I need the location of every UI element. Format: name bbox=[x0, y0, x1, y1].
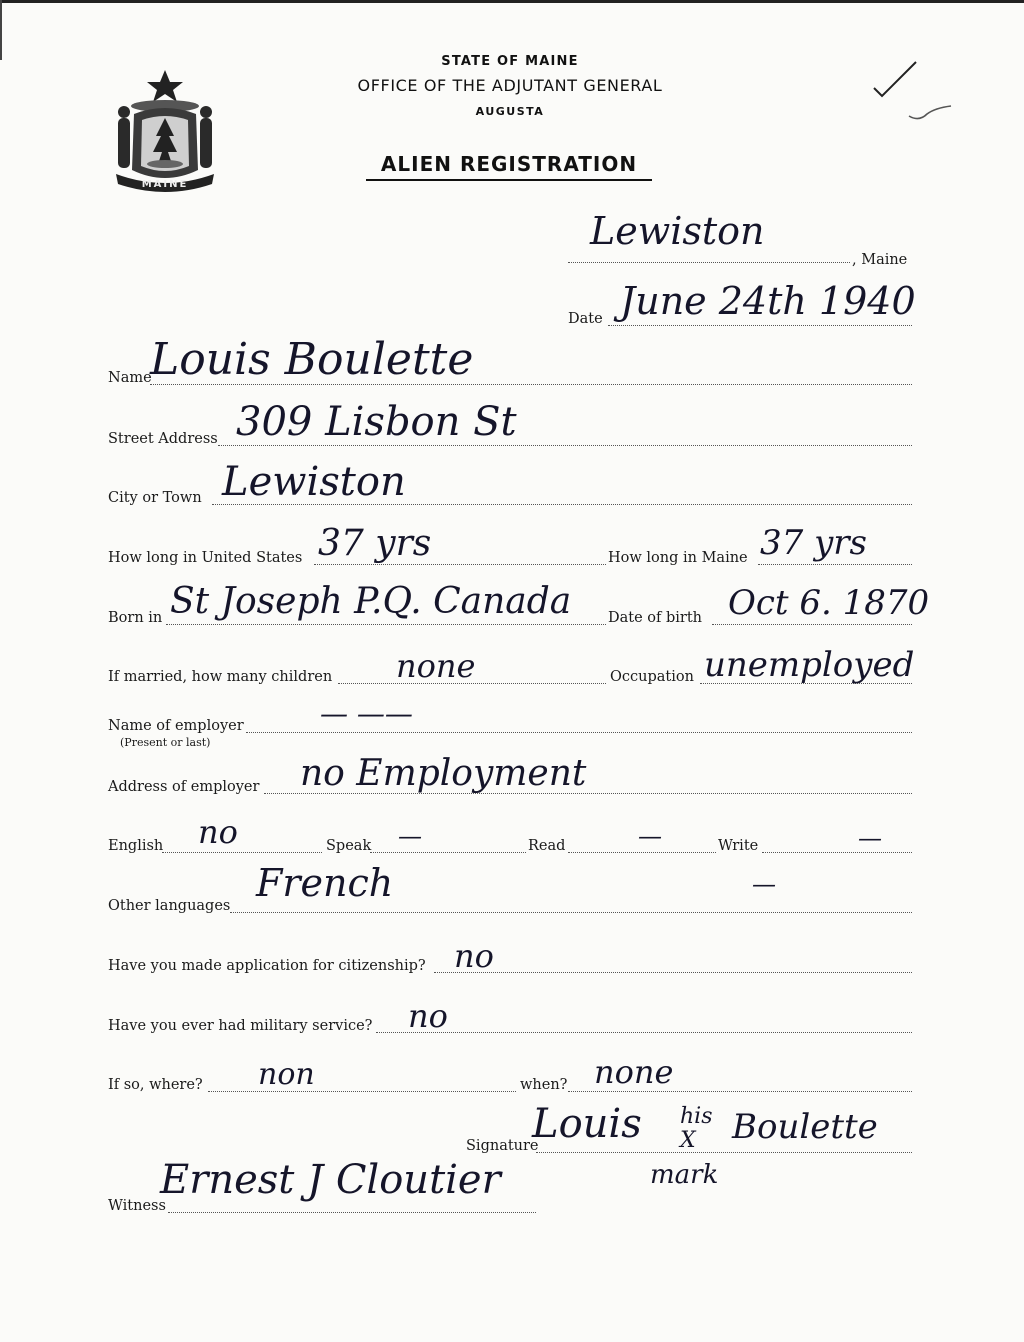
seal-text: MAINE bbox=[141, 179, 189, 190]
military-label: Have you ever had military service? bbox=[108, 1018, 373, 1034]
military-value: no bbox=[408, 997, 448, 1035]
pencil-mark-icon bbox=[905, 98, 955, 128]
other-languages-label: Other languages bbox=[108, 898, 231, 914]
speak-label: Speak bbox=[326, 838, 372, 854]
if-so-where-label: If so, where? bbox=[108, 1077, 203, 1093]
born-in-line bbox=[166, 624, 606, 625]
header-state: STATE OF MAINE bbox=[441, 54, 579, 69]
city-value: Lewiston bbox=[222, 459, 406, 505]
english-value: no bbox=[198, 813, 238, 851]
employer-address-label: Address of employer bbox=[108, 779, 260, 795]
town-value: Lewiston bbox=[590, 209, 765, 253]
state-seal-icon bbox=[112, 66, 218, 196]
header-city: AUGUSTA bbox=[475, 105, 545, 118]
employer-name-sublabel: (Present or last) bbox=[120, 736, 211, 749]
children-value: none bbox=[396, 647, 476, 685]
city-label: City or Town bbox=[108, 490, 202, 506]
read-label: Read bbox=[528, 838, 566, 854]
employer-address-value: no Employment bbox=[300, 753, 587, 794]
how-long-maine-line bbox=[758, 564, 912, 565]
signature-his: his bbox=[680, 1104, 713, 1129]
date-label: Date bbox=[568, 311, 603, 327]
name-value: Louis Boulette bbox=[150, 334, 474, 385]
how-long-us-line bbox=[314, 564, 606, 565]
employer-name-value: — —— bbox=[320, 697, 413, 730]
born-in-value: St Joseph P.Q. Canada bbox=[170, 581, 572, 622]
employer-name-label: Name of employer bbox=[108, 718, 244, 734]
occupation-value: unemployed bbox=[704, 645, 915, 685]
header-office: OFFICE OF THE ADJUTANT GENERAL bbox=[357, 76, 663, 95]
employer-name-line bbox=[246, 732, 912, 733]
when-label: when? bbox=[520, 1077, 568, 1093]
military-line bbox=[376, 1032, 912, 1033]
how-long-us-label: How long in United States bbox=[108, 550, 303, 566]
speak-value: — bbox=[398, 822, 422, 850]
occupation-label: Occupation bbox=[610, 669, 694, 685]
write-label: Write bbox=[718, 838, 759, 854]
other-languages-value: French bbox=[256, 861, 394, 905]
signature-label: Signature bbox=[466, 1138, 539, 1154]
citizenship-value: no bbox=[454, 937, 494, 975]
other-languages-line bbox=[230, 912, 912, 913]
date-line bbox=[608, 325, 912, 326]
write-value: — bbox=[858, 824, 882, 852]
date-value: June 24th 1940 bbox=[620, 279, 916, 323]
children-label: If married, how many children bbox=[108, 669, 333, 685]
other-languages-extra: — bbox=[752, 870, 776, 898]
name-label: Name bbox=[108, 370, 152, 386]
how-long-maine-value: 37 yrs bbox=[760, 523, 867, 563]
citizenship-line bbox=[434, 972, 912, 973]
scan-edge-top bbox=[0, 0, 1024, 3]
date-of-birth-value: Oct 6. 1870 bbox=[728, 583, 930, 623]
if-so-where-line bbox=[208, 1091, 516, 1092]
date-of-birth-line bbox=[712, 624, 912, 625]
witness-label: Witness bbox=[108, 1198, 166, 1214]
when-value: none bbox=[594, 1053, 674, 1091]
town-suffix-label: , Maine bbox=[852, 252, 908, 268]
street-value: 309 Lisbon St bbox=[236, 399, 517, 445]
street-line bbox=[218, 445, 912, 446]
town-line bbox=[568, 262, 850, 263]
english-line bbox=[162, 852, 322, 853]
how-long-us-value: 37 yrs bbox=[318, 523, 432, 564]
signature-first: Louis bbox=[532, 1101, 642, 1147]
form-title: ALIEN REGISTRATION bbox=[366, 152, 652, 181]
signature-x: X bbox=[680, 1128, 696, 1153]
if-so-where-value: non bbox=[258, 1057, 315, 1092]
born-in-label: Born in bbox=[108, 610, 163, 626]
street-label: Street Address bbox=[108, 431, 218, 447]
signature-last: Boulette bbox=[732, 1107, 878, 1147]
write-line bbox=[762, 852, 912, 853]
signature-line bbox=[536, 1152, 912, 1153]
witness-value: Ernest J Cloutier bbox=[160, 1157, 501, 1203]
witness-line bbox=[168, 1212, 536, 1213]
scan-edge-left bbox=[0, 0, 2, 60]
when-line bbox=[568, 1091, 912, 1092]
english-label: English bbox=[108, 838, 164, 854]
read-value: — bbox=[638, 822, 662, 850]
signature-mark: mark bbox=[650, 1160, 719, 1190]
date-of-birth-label: Date of birth bbox=[608, 610, 703, 626]
how-long-maine-label: How long in Maine bbox=[608, 550, 748, 566]
read-line bbox=[568, 852, 716, 853]
citizenship-label: Have you made application for citizenship? bbox=[108, 958, 426, 974]
speak-line bbox=[370, 852, 526, 853]
